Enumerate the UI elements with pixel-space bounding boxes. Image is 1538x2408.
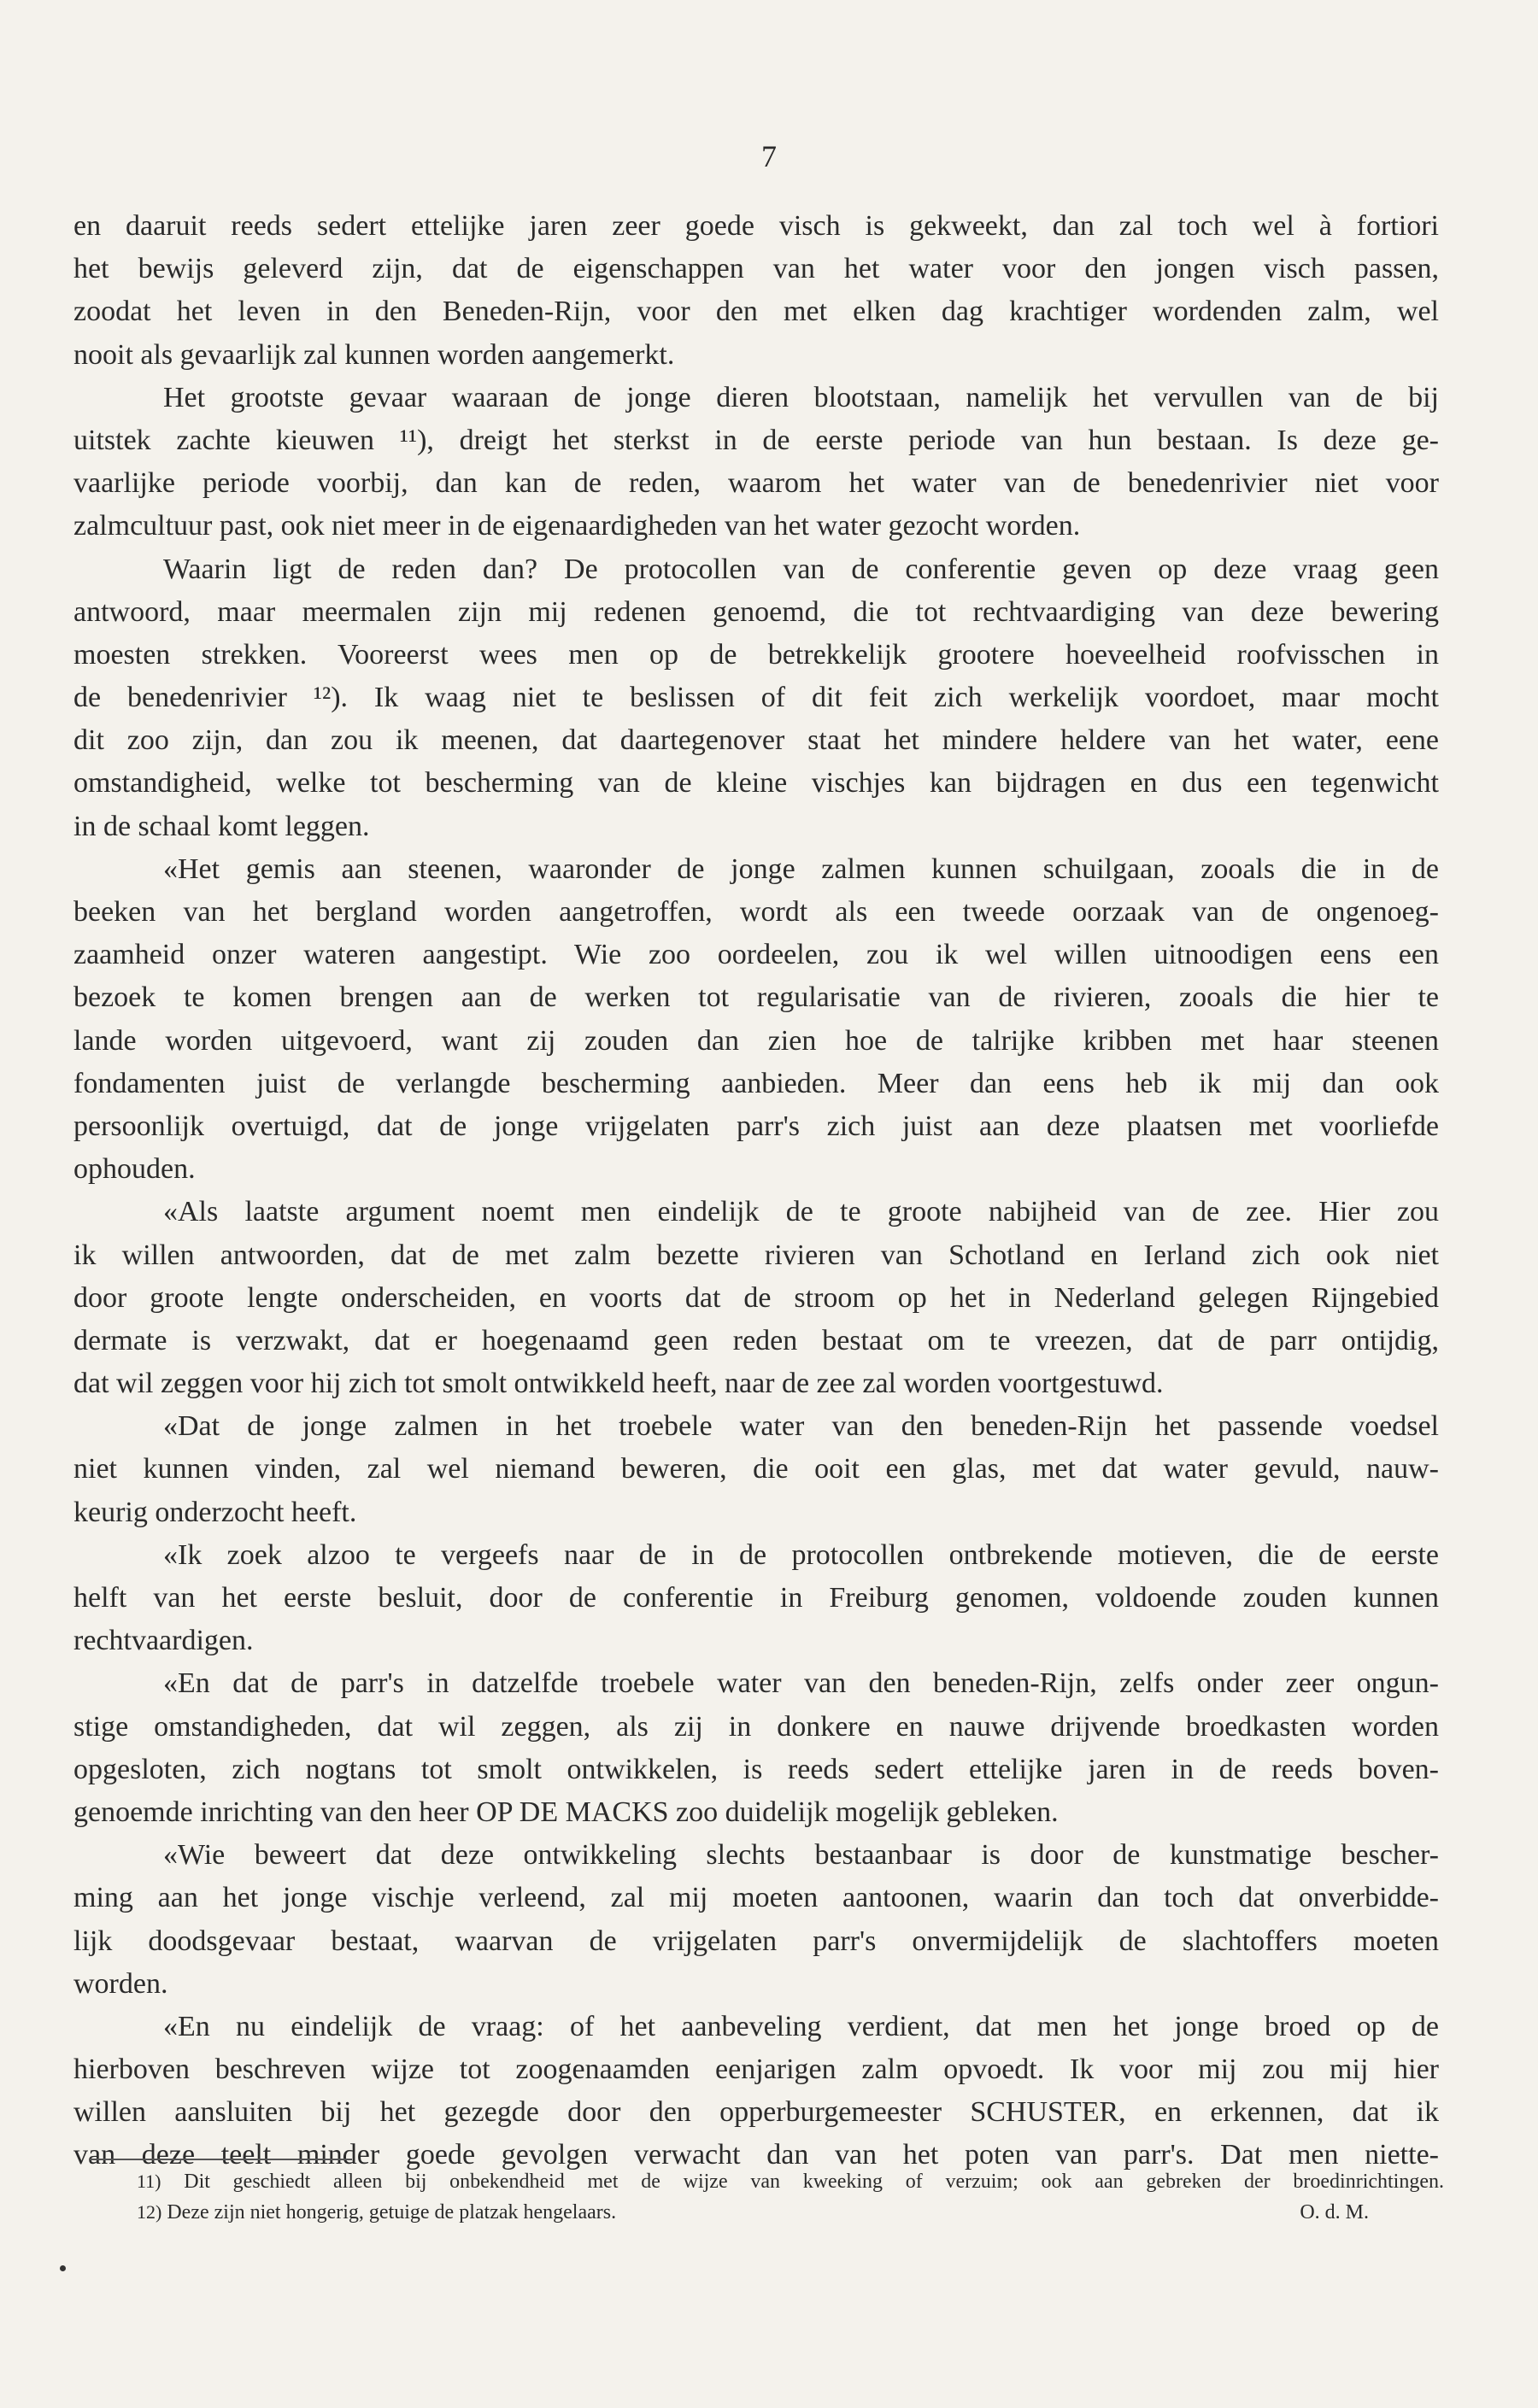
text-line: niet kunnen vinden, zal wel niemand beweren, die ooit een glas, met dat water gevuld, nauw- [73,1453,1439,1485]
text-line: worden. [73,1967,168,2000]
text-line: Waarin ligt de reden dan? De protocollen van de conferentie geven op deze vraag geen [163,553,1439,585]
text-line: fondamenten juist de verlangde bescherming aanbieden. Meer dan eens heb ik mij dan ook [73,1067,1439,1099]
text-line: van deze teelt minder goede gevolgen verwacht dan van het poten van parr's. Dat men niette- [73,2139,1439,2171]
text-line: lande worden uitgevoerd, want zij zouden dan zien hoe de talrijke kribben met haar steenen [73,1024,1439,1057]
margin-mark [60,2265,66,2271]
text-line: «Dat de jonge zalmen in het troebele water van den beneden-Rijn het passende voedsel [163,1410,1439,1443]
text-line: willen aansluiten bij het gezegde door den opperburgemeester SCHUSTER, en erkennen, dat ik [73,2096,1439,2129]
text-line: ming aan het jonge vischje verleend, zal mij moeten aantoonen, waarin dan toch dat onverbidde- [73,1882,1439,1914]
text-line: dit zoo zijn, dan zou ik meenen, dat daartegenover staat het mindere heldere van het water, eene [73,724,1439,757]
footnote-12 [137,2197,1444,2228]
text-line: het bewijs geleverd zijn, dat de eigenschappen van het water voor den jongen visch passen, [73,253,1439,285]
text-line: rechtvaardigen. [73,1625,254,1657]
text-line: omstandigheid, welke tot bescherming van de kleine vischjes kan bijdragen en dus een tegenwicht [73,767,1439,800]
text-line: zoodat het leven in den Beneden-Rijn, voor den met elken dag krachtiger wordenden zalm, wel [73,296,1439,328]
page-number: 7 [761,139,777,173]
text-line: beeken van het bergland worden aangetroffen, wordt als een tweede oorzaak van de ongenoeg- [73,896,1439,928]
text-line: persoonlijk overtuigd, dat de jonge vrijgelaten parr's zich juist aan deze plaatsen met voorliefde [73,1110,1439,1142]
text-line: lijk doodsgevaar bestaat, waarvan de vrijgelaten parr's onvermijdelijk de slachtoffers moeten [73,1925,1439,1957]
text-line: ophouden. [73,1153,196,1186]
text-line: zalmcultuur past, ook niet meer in de eigenaardigheden van het water gezocht worden. [73,510,1081,542]
text-line: in de schaal komt leggen. [73,810,370,842]
text-line: bezoek te komen brengen aan de werken tot regularisatie van de rivieren, zooals die hier te [73,981,1439,1014]
footnotes [137,2166,1444,2228]
text-line: «Het gemis aan steenen, waaronder de jonge zalmen kunnen schuilgaan, zooals die in de [163,852,1439,885]
body-text [73,205,1439,2177]
footnote-text: Dit geschiedt alleen bij onbekendheid met de wijze van kweeking of verzuim; ook aan gebreken der broedinrichtingen. [184,2171,1445,2193]
text-line: «En dat de parr's in datzelfde troebele water van den beneden-Rijn, zelfs onder zeer ongun- [163,1667,1439,1700]
text-line: «En nu eindelijk de vraag: of het aanbeveling verdient, dat men het jonge broed op de [163,2010,1439,2042]
text-line: helft van het eerste besluit, door de conferentie in Freiburg genomen, voldoende zouden kunnen [73,1582,1439,1614]
text-line: ik willen antwoorden, dat de met zalm bezette rivieren van Schotland en Ierland zich ook niet [73,1239,1439,1271]
footnote-number: 11) [137,2171,161,2192]
text-line: en daaruit reeds sedert ettelijke jaren zeer goede visch is gekweekt, dan zal toch wel à fortiori [73,210,1439,242]
text-line: «Wie beweert dat deze ontwikkeling slechts bestaanbaar is door de kunstmatige bescher- [163,1839,1439,1872]
text-line: Het grootste gevaar waaraan de jonge dieren blootstaan, namelijk het vervullen van de bij [163,381,1439,413]
text-line: vaarlijke periode voorbij, dan kan de reden, waarom het water van de benedenrivier niet voor [73,467,1439,500]
text-line: keurig onderzocht heeft. [73,1496,357,1528]
text-line: door groote lengte onderscheiden, en voorts dat de stroom op het in Nederland gelegen Rijngebied [73,1281,1439,1314]
text-line: dat wil zeggen voor hij zich tot smolt ontwikkeld heeft, naar de zee zal worden voortgestuwd. [73,1368,1164,1400]
footnote-number: 12) [137,2201,162,2223]
text-line: antwoord, maar meermalen zijn mij redenen genoemd, die tot rechtvaardiging van deze bewering [73,595,1439,628]
text-line: genoemde inrichting van den heer OP DE MACKS zoo duidelijk mogelijk gebleken. [73,1796,1059,1828]
footnote-11 [137,2166,1444,2197]
text-line: moesten strekken. Vooreerst wees men op de betrekkelijk grootere hoeveelheid roofvisschen in [73,638,1439,671]
text-line: zaamheid onzer wateren aangestipt. Wie zoo oordeelen, zou ik wel willen uitnoodigen eens een [73,939,1439,971]
text-line: «Ik zoek alzoo te vergeefs naar de in de protocollen ontbrekende motieven, die de eerste [163,1538,1439,1571]
text-line: uitstek zachte kieuwen ¹¹), dreigt het sterkst in de eerste periode van hun bestaan. Is deze ge- [73,424,1439,456]
text-line: stige omstandigheden, dat wil zeggen, als zij in donkere en nauwe drijvende broedkasten worden [73,1710,1439,1743]
text-line: nooit als gevaarlijk zal kunnen worden aangemerkt. [73,338,675,371]
text-line: dermate is verzwakt, dat er hoegenaamd geen reden bestaat om te vreezen, dat de parr ontijdig, [73,1324,1439,1356]
text-line: hierboven beschreven wijze tot zoogenaamden eenjarigen zalm opvoedt. Ik voor mij zou mij hier [73,2054,1439,2086]
text-line: opgesloten, zich nogtans tot smolt ontwikkelen, is reeds sedert ettelijke jaren in de reeds boven- [73,1753,1439,1785]
footnote-rule [89,2159,352,2160]
footnote-text: Deze zijn niet hongerig, getuige de platzak hengelaars. [167,2201,617,2223]
text-line: de benedenrivier ¹²). Ik waag niet te beslissen of dit feit zich werkelijk voordoet, maar mocht [73,682,1439,714]
footnote-signature: O. d. M. [1300,2201,1369,2223]
text-line: «Als laatste argument noemt men eindelijk de te groote nabijheid van de zee. Hier zou [163,1196,1439,1228]
